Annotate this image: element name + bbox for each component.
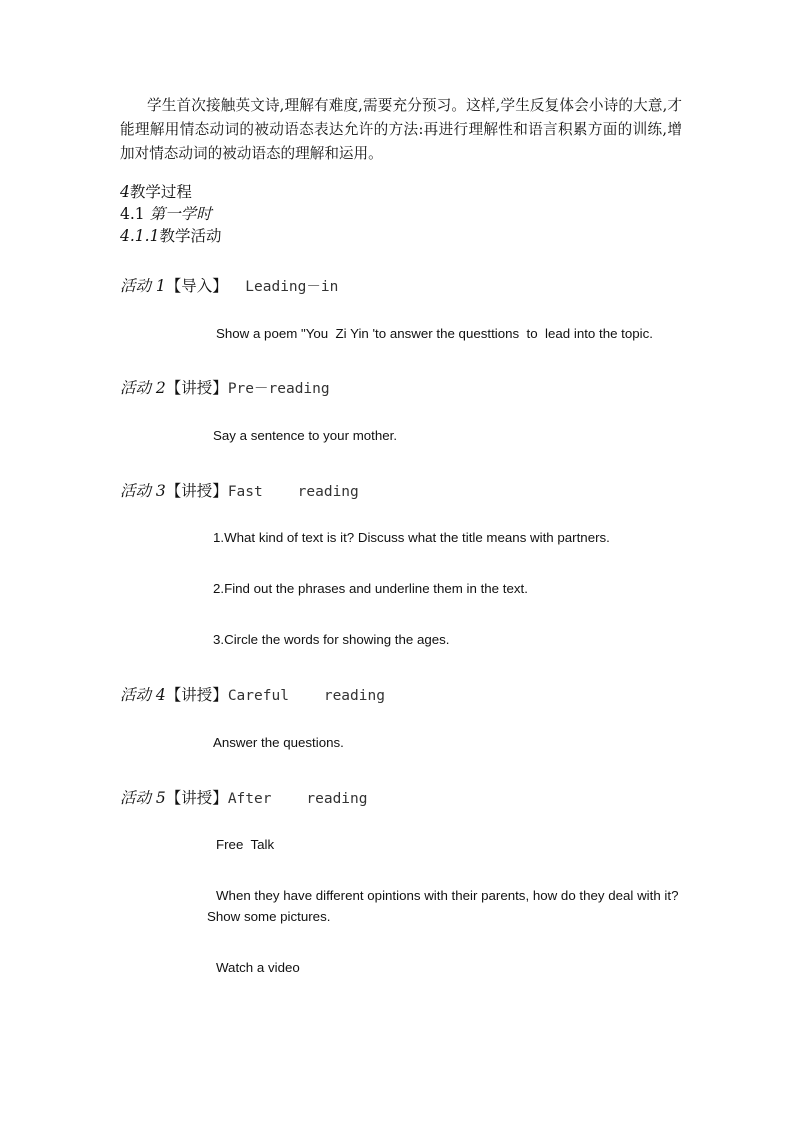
activity-label: 活动 2 — [120, 379, 166, 397]
subsubsection-heading-activities — [120, 224, 221, 246]
activity-tag: 【导入】 — [165, 277, 228, 295]
activity-heading-3 — [120, 479, 359, 501]
activity-5-item-4: Watch a video — [216, 960, 300, 975]
activity-2-text: Say a sentence to your mother. — [213, 428, 398, 443]
activity-title: Fast reading — [227, 484, 359, 500]
activity-label: 活动 5 — [120, 789, 166, 807]
activity-heading-1 — [120, 274, 338, 296]
activity-title: Leading－in — [227, 279, 339, 295]
section-heading-teaching-process — [120, 180, 192, 202]
activity-1-text: Show a poem "You Zi Yin 'to answer the questtions to lead into the topic. — [216, 326, 653, 341]
activity-label: 活动 3 — [120, 482, 166, 500]
activity-heading-5 — [120, 786, 368, 808]
section-title: 教学过程 — [129, 183, 192, 201]
activity-label: 活动 1 — [120, 277, 166, 295]
activity-5-item-1: Free Talk — [216, 837, 275, 852]
subsubsection-title: 教学活动 — [159, 227, 222, 245]
activity-heading-4 — [120, 683, 385, 705]
intro-paragraph: 学生首次接触英文诗,理解有难度,需要充分预习。这样,学生反复体会小诗的大意,才能理解用情态动词的被动语态表达允许的方法:再进行理解性和语言积累方面的训练,增加对情态动词的被动语态的理解和运用。 — [120, 97, 682, 162]
activity-4-text: Answer the questions. — [213, 735, 344, 750]
activity-5-item-2: When they have different opintions with their parents, how do they deal with it? — [216, 888, 679, 903]
activity-5-item-3: Show some pictures. — [207, 909, 331, 924]
section-number: 4 — [120, 183, 130, 201]
activity-3-item-2: 2.Find out the phrases and underline them in the text. — [213, 581, 528, 596]
activity-tag: 【讲授】 — [165, 686, 228, 704]
activity-tag: 【讲授】 — [165, 482, 228, 500]
subsection-number: 4.1 — [120, 205, 150, 223]
activity-title: After reading — [227, 791, 368, 807]
activity-3-item-1: 1.What kind of text is it? Discuss what the title means with partners. — [213, 530, 610, 545]
activity-3-item-3: 3.Circle the words for showing the ages. — [213, 632, 450, 647]
activity-title: Pre－reading — [227, 381, 330, 397]
activity-title: Careful reading — [227, 688, 385, 704]
activity-heading-2 — [120, 376, 330, 398]
activity-label: 活动 4 — [120, 686, 166, 704]
activity-tag: 【讲授】 — [165, 379, 228, 397]
subsection-heading-first-lesson — [120, 202, 212, 224]
subsection-title: 第一学时 — [149, 205, 212, 223]
subsubsection-number: 4.1.1 — [120, 227, 160, 245]
activity-tag: 【讲授】 — [165, 789, 228, 807]
